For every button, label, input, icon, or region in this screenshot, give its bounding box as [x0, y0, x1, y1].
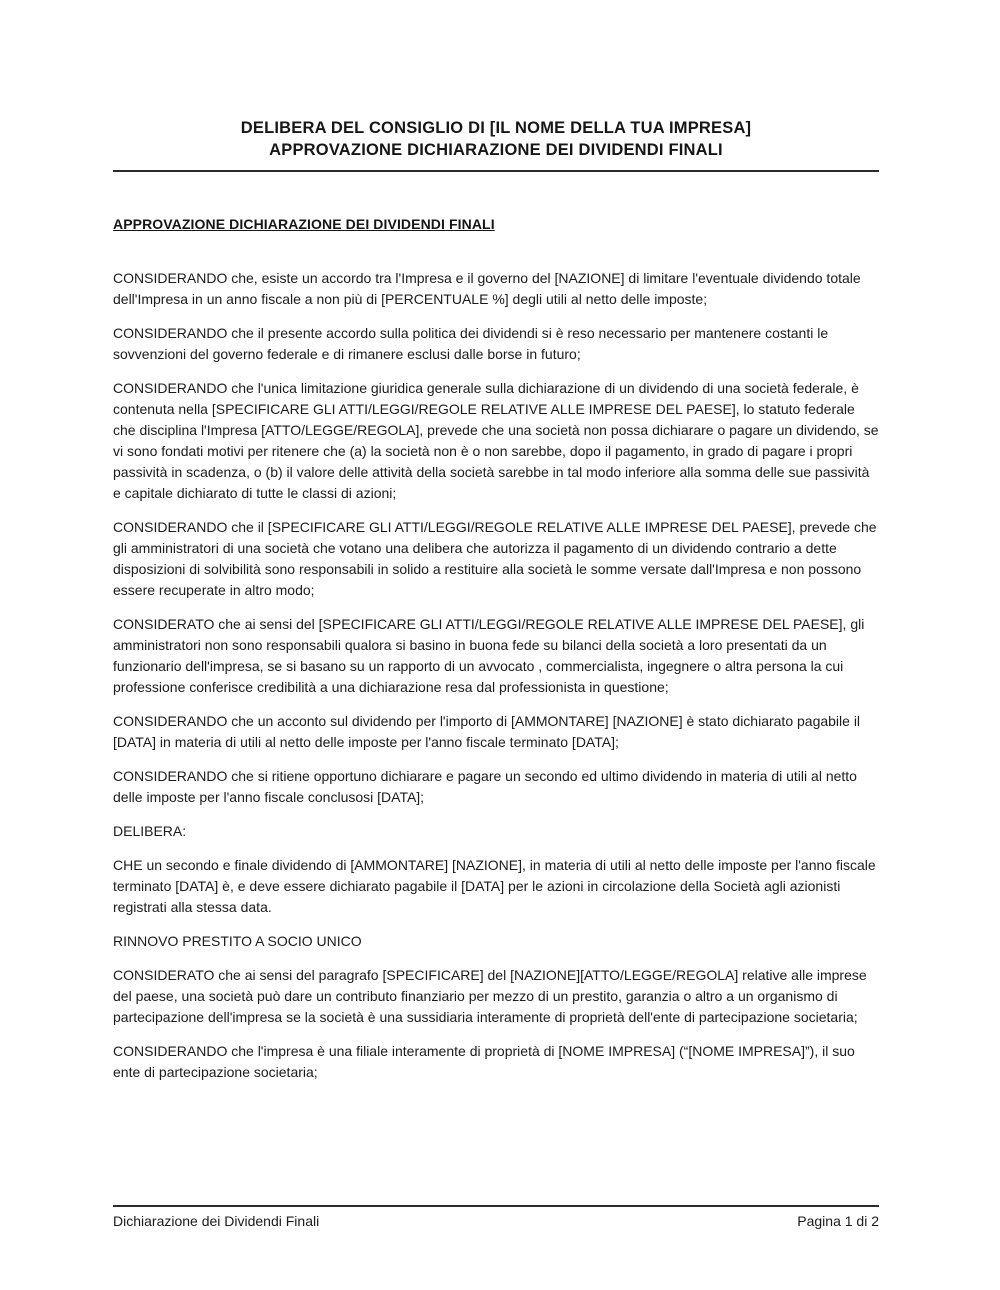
document-content [113, 117, 879, 1096]
document-title-line2: APPROVAZIONE DICHIARAZIONE DEI DIVIDENDI FINALI [269, 141, 723, 159]
paragraph: CONSIDERANDO che l'impresa è una filiale interamente di proprietà di [NOME IMPRESA] (“[NOME IMPRESA]”), il suo ente di partecipazione societaria; [113, 1043, 855, 1080]
paragraph: CONSIDERANDO che un acconto sul dividendo per l'importo di [AMMONTARE] [NAZIONE] è stato dichiarato pagabile il [DATA] in materia di utili al netto delle imposte per l'anno fiscale terminato [DATA]; [113, 713, 861, 750]
paragraph: CHE un secondo e finale dividendo di [AMMONTARE] [NAZIONE], in materia di utili al netto delle imposte per l'anno fiscale terminato [DATA] è, e deve essere dichiarato pagabile il [DATA] per le azioni in circolazione della Società agli azionisti registrati alla stessa data. [113, 857, 876, 915]
footer-page-number: Pagina 1 di 2 [797, 1213, 879, 1229]
paragraph: CONSIDERANDO che il [SPECIFICARE GLI ATTI/LEGGI/REGOLE RELATIVE ALLE IMPRESE DEL PAESE], prevede che gli amministratori di una società che votano una delibera che autorizza il pagamento di un dividendo contrario a dette disposizioni di solvibilità sono responsabili in solido a restituire alla società le somme versate dall'Impresa e non possono essere recuperate in altro modo; [113, 519, 877, 598]
title-divider [113, 170, 879, 172]
paragraph: CONSIDERANDO che il presente accordo sulla politica dei dividendi si è reso necessario per mantenere costanti le sovvenzioni del governo federale e di rimanere esclusi dalle borse in futuro; [113, 325, 829, 362]
footer-row [113, 1207, 879, 1229]
paragraph: CONSIDERANDO che l'unica limitazione giuridica generale sulla dichiarazione di un dividendo di una società federale, è contenuta nella [SPECIFICARE GLI ATTI/LEGGI/REGOLE RELATIVE ALLE IMPRESE DEL PAESE], lo statuto federale che disciplina l'Impresa [ATTO/LEGGE/REGOLA], prevede che una società non possa dichiarare o pagare un dividendo, se vi sono fondati motivi per ritenere che (a) la società non è o non sarebbe, dopo il pagamento, in grado di pagare i propri passività in scadenza, o (b) il valore delle attività della società sarebbe in tal modo inferiore alla somma delle sue passività e capitale dichiarato di tutte le classi di azioni; [113, 380, 879, 501]
document-title [113, 117, 879, 161]
paragraph: CONSIDERATO che ai sensi del paragrafo [SPECIFICARE] del [NAZIONE][ATTO/LEGGE/REGOLA] relative alle imprese del paese, una società può dare un contributo finanziario per mezzo di un prestito, garanzia o altro a un organismo di partecipazione dell'impresa se la società è una sussidiaria interamente di proprietà dell'ente di partecipazione societaria; [113, 967, 867, 1025]
section-heading: APPROVAZIONE DICHIARAZIONE DEI DIVIDENDI FINALI [113, 216, 495, 232]
footer-doc-title: Dichiarazione dei Dividendi Finali [113, 1213, 320, 1229]
page-footer [113, 1205, 879, 1229]
document-title-line1: DELIBERA DEL CONSIGLIO DI [IL NOME DELLA TUA IMPRESA] [240, 119, 752, 137]
document-body [113, 268, 879, 1083]
paragraph: CONSIDERATO che ai sensi del [SPECIFICARE GLI ATTI/LEGGI/REGOLE RELATIVE ALLE IMPRESE DEL PAESE], gli amministratori non sono responsabili qualora si basino in buona fede su bilanci della società a loro presentati da un funzionario dell'impresa, se si basano su un rapporto di un avvocato , commercialista, ingegnere o altra persona la cui professione conferisce credibilità a una dichiarazione resa dal professionista in questione; [113, 616, 865, 695]
paragraph: DELIBERA: [113, 823, 187, 839]
paragraph: RINNOVO PRESTITO A SOCIO UNICO [113, 933, 362, 949]
paragraph: CONSIDERANDO che, esiste un accordo tra l'Impresa e il governo del [NAZIONE] di limitare l'eventuale dividendo totale dell'Impresa in un anno fiscale a non più di [PERCENTUALE %] degli utili al netto delle imposte; [113, 270, 861, 307]
paragraph: CONSIDERANDO che si ritiene opportuno dichiarare e pagare un secondo ed ultimo dividendo in materia di utili al netto delle imposte per l'anno fiscale conclusosi [DATA]; [113, 768, 857, 805]
document-header [113, 117, 879, 172]
